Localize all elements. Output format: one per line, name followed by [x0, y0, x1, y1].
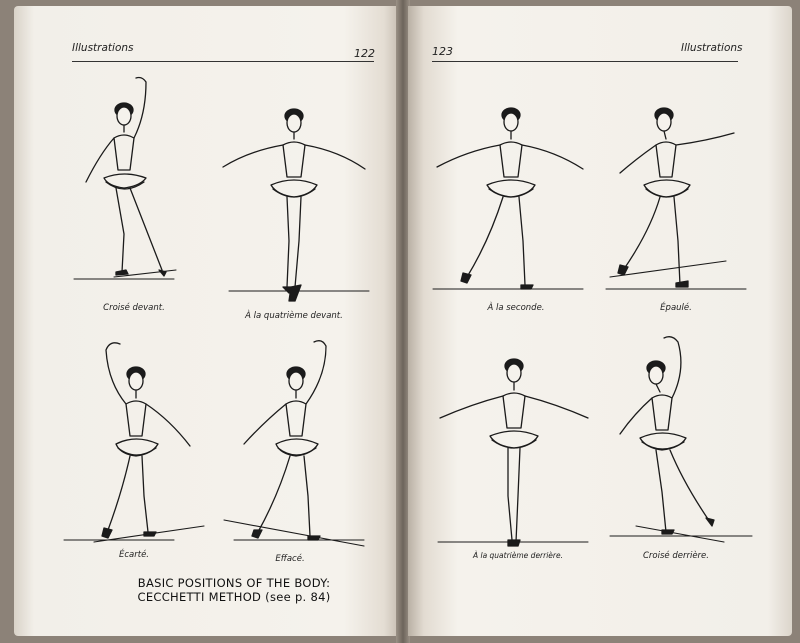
- left-page: [14, 6, 398, 636]
- caption-quatrieme-derriere: À la quatrième derrière.: [472, 551, 564, 560]
- left-page-number: 122: [354, 47, 375, 60]
- title-line-2: CECCHETTI METHOD (see p. 84): [137, 590, 331, 604]
- figure-croise-devant: [64, 74, 214, 274]
- caption-a-la-seconde: À la seconde.: [487, 303, 545, 313]
- right-header-rule: [432, 61, 738, 62]
- caption-quatrieme-devant: À la quatrième devant.: [245, 311, 343, 321]
- caption-epaule: Épaulé.: [660, 303, 692, 313]
- right-header-label: Illustrations: [681, 42, 743, 54]
- figure-quatrieme-devant: [219, 101, 369, 301]
- left-header-label: Illustrations: [72, 42, 134, 54]
- right-page-number: 123: [432, 45, 453, 58]
- figure-title: [104, 576, 364, 604]
- figure-ecarte: [64, 336, 214, 536]
- caption-croise-derriere: Croisé derrière.: [643, 551, 709, 561]
- caption-croise-devant: Croisé devant.: [103, 303, 165, 313]
- title-line-1: BASIC POSITIONS OF THE BODY:: [137, 576, 331, 590]
- figure-efface: [214, 336, 364, 536]
- figure-a-la-seconde: [433, 101, 583, 301]
- figure-croise-derriere: [606, 328, 756, 528]
- caption-ecarte: Écarté.: [118, 550, 149, 560]
- left-header-rule: [72, 61, 374, 62]
- figure-epaule: [606, 101, 756, 301]
- right-page: [408, 6, 792, 636]
- caption-efface: Effacé.: [275, 554, 305, 564]
- figure-quatrieme-derriere: [438, 346, 588, 546]
